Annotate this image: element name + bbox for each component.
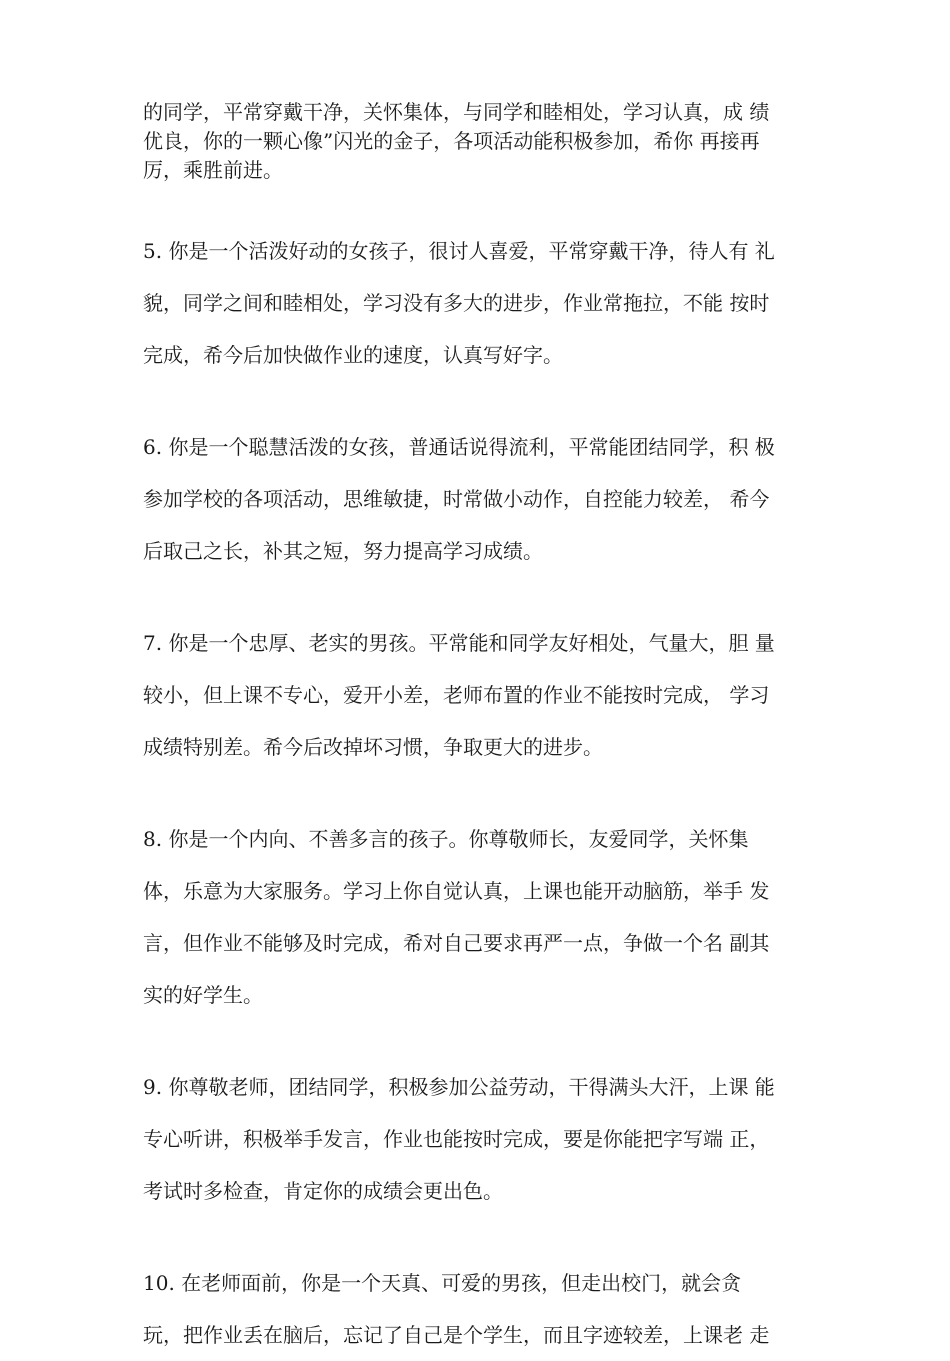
text-line: 考试时多检查，肯定你的成绩会更出色。 [143,1179,503,1203]
comment-item-7 [143,617,823,773]
text-line: 10. 在老师面前，你是一个天真、可爱的男孩，但走出校门，就会贪 [143,1271,742,1295]
text-line: 5. 你是一个活泼好动的女孩子，很讨人喜爱，平常穿戴干净，待人有 礼 [143,239,775,263]
text-line: 言，但作业不能够及时完成，希对自己要求再严一点，争做一个名 副其 [143,931,770,955]
text-line: 后取己之长，补其之短，努力提高学习成绩。 [143,539,543,563]
text-line: 较小，但上课不专心，爱开小差，老师布置的作业不能按时完成， 学习 [143,683,770,707]
text-line: 玩，把作业丢在脑后，忘记了自己是个学生，而且字迹较差，上课老 走 [143,1323,770,1347]
text-line: 专心听讲，积极举手发言，作业也能按时完成，要是你能把字写端 正， [143,1127,770,1151]
text-line: 体，乐意为大家服务。学习上你自觉认真，上课也能开动脑筋，举手 发 [143,879,770,903]
text-line: 完成，希今后加快做作业的速度，认真写好字。 [143,343,563,367]
intro-paragraph [143,98,823,185]
comment-item-8 [143,813,823,1021]
text-line: 7. 你是一个忠厚、老实的男孩。平常能和同学友好相处，气量大，胆 量 [143,631,775,655]
text-line: 参加学校的各项活动，思维敏捷，时常做小动作，自控能力较差， 希今 [143,487,770,511]
text-line: 优良，你的一颗心像”闪光的金子，各项活动能积极参加，希你 再接再 [143,129,760,153]
comment-item-5 [143,225,823,381]
text-line: 9. 你尊敬老师，团结同学，积极参加公益劳动，干得满头大汗，上课 能 [143,1075,775,1099]
comment-item-9 [143,1061,823,1217]
document-page [143,98,823,1361]
text-line: 成绩特别差。希今后改掉坏习惯，争取更大的进步。 [143,735,603,759]
text-line: 8. 你是一个内向、不善多言的孩子。你尊敬师长，友爱同学，关怀集 [143,827,749,851]
text-line: 厉，乘胜前进。 [143,158,283,182]
text-line: 实的好学生。 [143,983,263,1007]
text-line: 6. 你是一个聪慧活泼的女孩，普通话说得流利，平常能团结同学，积 极 [143,435,775,459]
comment-item-6 [143,421,823,577]
text-line: 貌，同学之间和睦相处，学习没有多大的进步，作业常拖拉，不能 按时 [143,291,770,315]
text-line: 的同学，平常穿戴干净，关怀集体，与同学和睦相处，学习认真，成 绩 [143,100,770,124]
comment-item-10 [143,1257,823,1361]
